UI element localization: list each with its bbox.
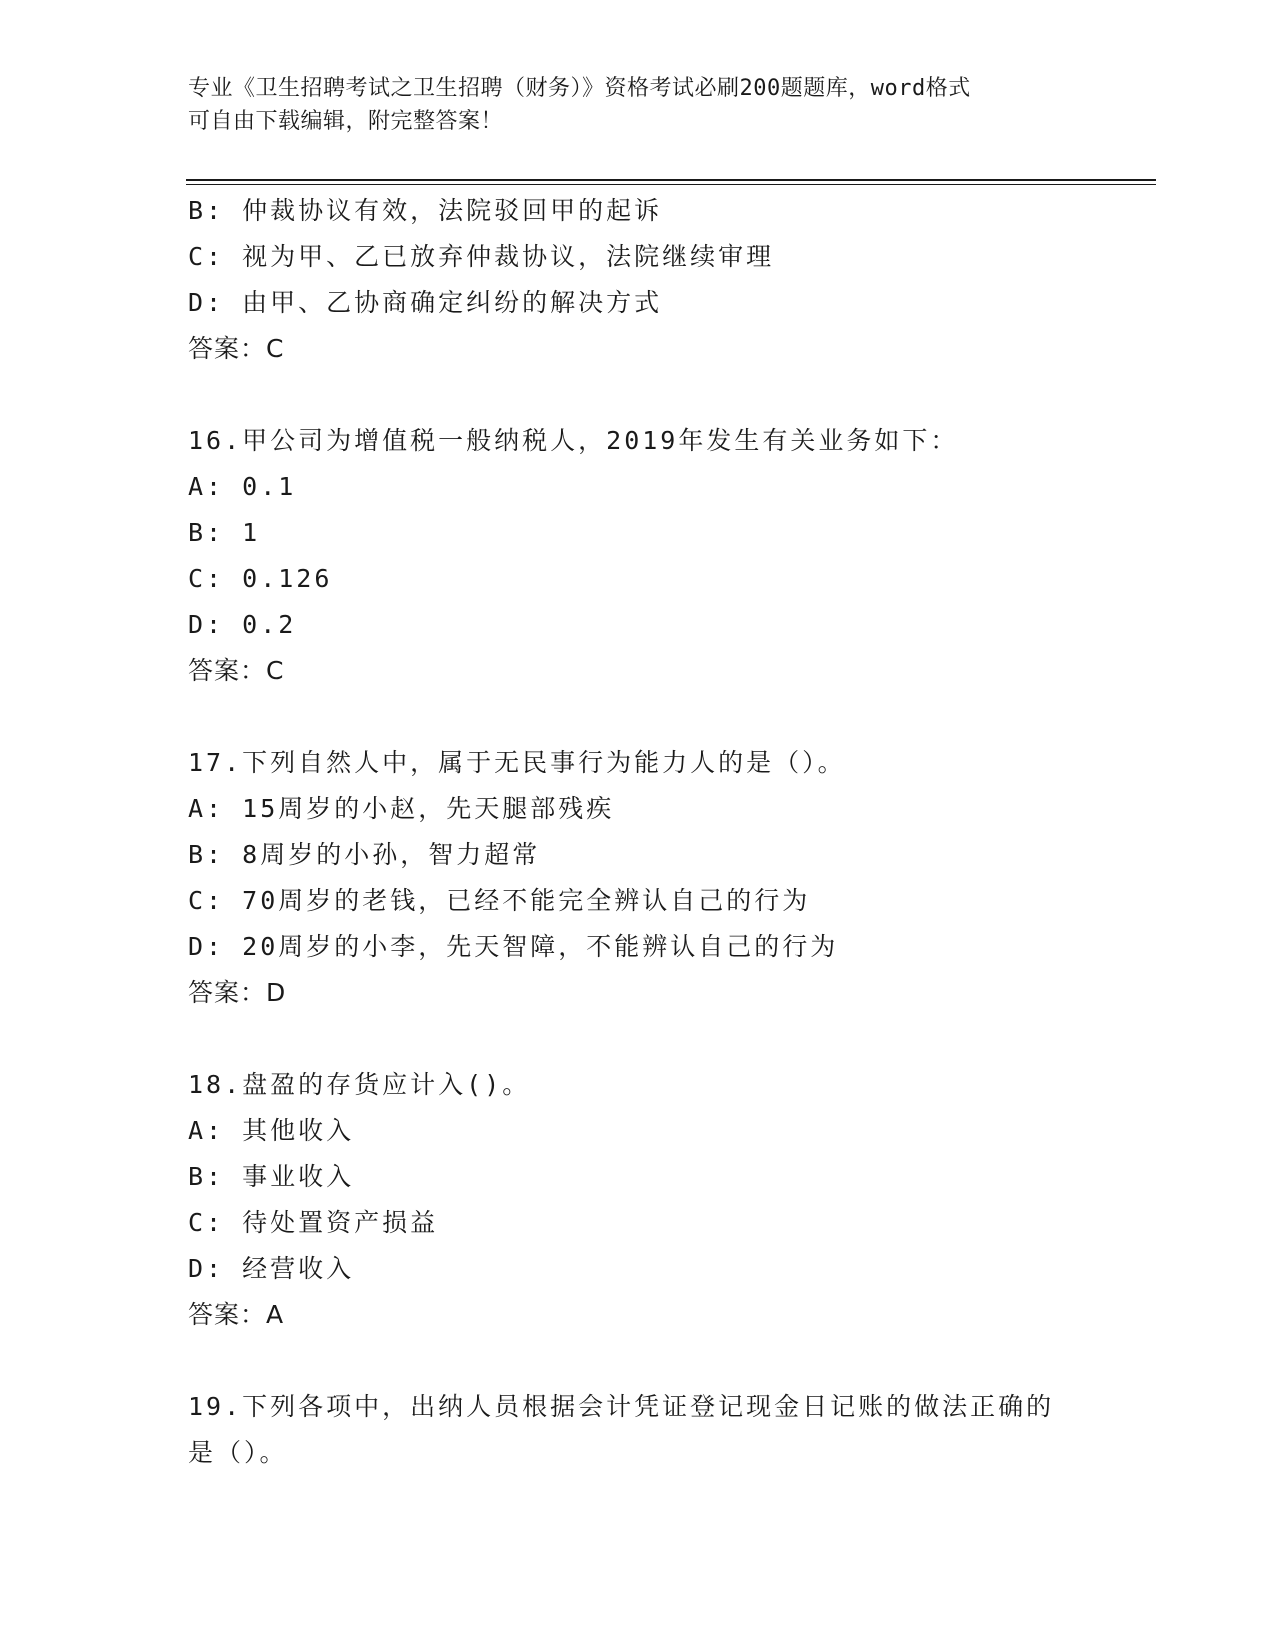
question-text: 16.甲公司为增值税一般纳税人，2019年发生有关业务如下：: [188, 426, 959, 455]
option-b: B: 1: [188, 518, 261, 547]
question-text: 18.盘盈的存货应计入()。: [188, 1070, 531, 1099]
question-text-line-2: 是（）。: [188, 1438, 288, 1467]
question-18: [188, 1062, 1168, 1338]
spacer: [188, 372, 1168, 418]
question-15-tail: [188, 188, 1168, 372]
question-text-line-1: 19.下列各项中，出纳人员根据会计凭证登记现金日记账的做法正确的: [188, 1392, 1055, 1421]
question-17: [188, 740, 1168, 1016]
option-c: C: 待处置资产损益: [188, 1208, 439, 1237]
answer: 答案：C: [188, 334, 285, 363]
option-a: A: 0.1: [188, 472, 297, 501]
question-text: 17.下列自然人中，属于无民事行为能力人的是（）。: [188, 748, 846, 777]
option-c: C: 70周岁的老钱，已经不能完全辨认自己的行为: [188, 886, 811, 915]
header-divider: [186, 179, 1156, 181]
header-divider-thin: [186, 184, 1156, 185]
option-d: D: 由甲、乙协商确定纠纷的解决方式: [188, 288, 663, 317]
option-d: D: 20周岁的小李，先天智障，不能辨认自己的行为: [188, 932, 839, 961]
option-b: B: 事业收入: [188, 1162, 355, 1191]
answer: 答案：D: [188, 978, 287, 1007]
question-19: [188, 1384, 1168, 1476]
option-d: D: 0.2: [188, 610, 297, 639]
option-c: C: 视为甲、乙已放弃仲裁协议，法院继续审理: [188, 242, 775, 271]
answer: 答案：C: [188, 656, 285, 685]
option-a: A: 15周岁的小赵，先天腿部残疾: [188, 794, 615, 823]
spacer: [188, 694, 1168, 740]
spacer: [188, 1338, 1168, 1384]
spacer: [188, 1016, 1168, 1062]
question-16: [188, 418, 1168, 694]
question-list: [188, 188, 1168, 1476]
option-b: B: 8周岁的小孙，智力超常: [188, 840, 541, 869]
option-a: A: 其他收入: [188, 1116, 355, 1145]
option-b: B: 仲裁协议有效，法院驳回甲的起诉: [188, 196, 663, 225]
document-header: [188, 72, 1148, 138]
header-line-2: 可自由下载编辑，附完整答案！: [188, 109, 504, 134]
option-c: C: 0.126: [188, 564, 333, 593]
answer: 答案：A: [188, 1300, 285, 1329]
header-line-1: 专业《卫生招聘考试之卫生招聘（财务）》资格考试必刷200题题库，word格式: [188, 76, 971, 101]
option-d: D: 经营收入: [188, 1254, 355, 1283]
